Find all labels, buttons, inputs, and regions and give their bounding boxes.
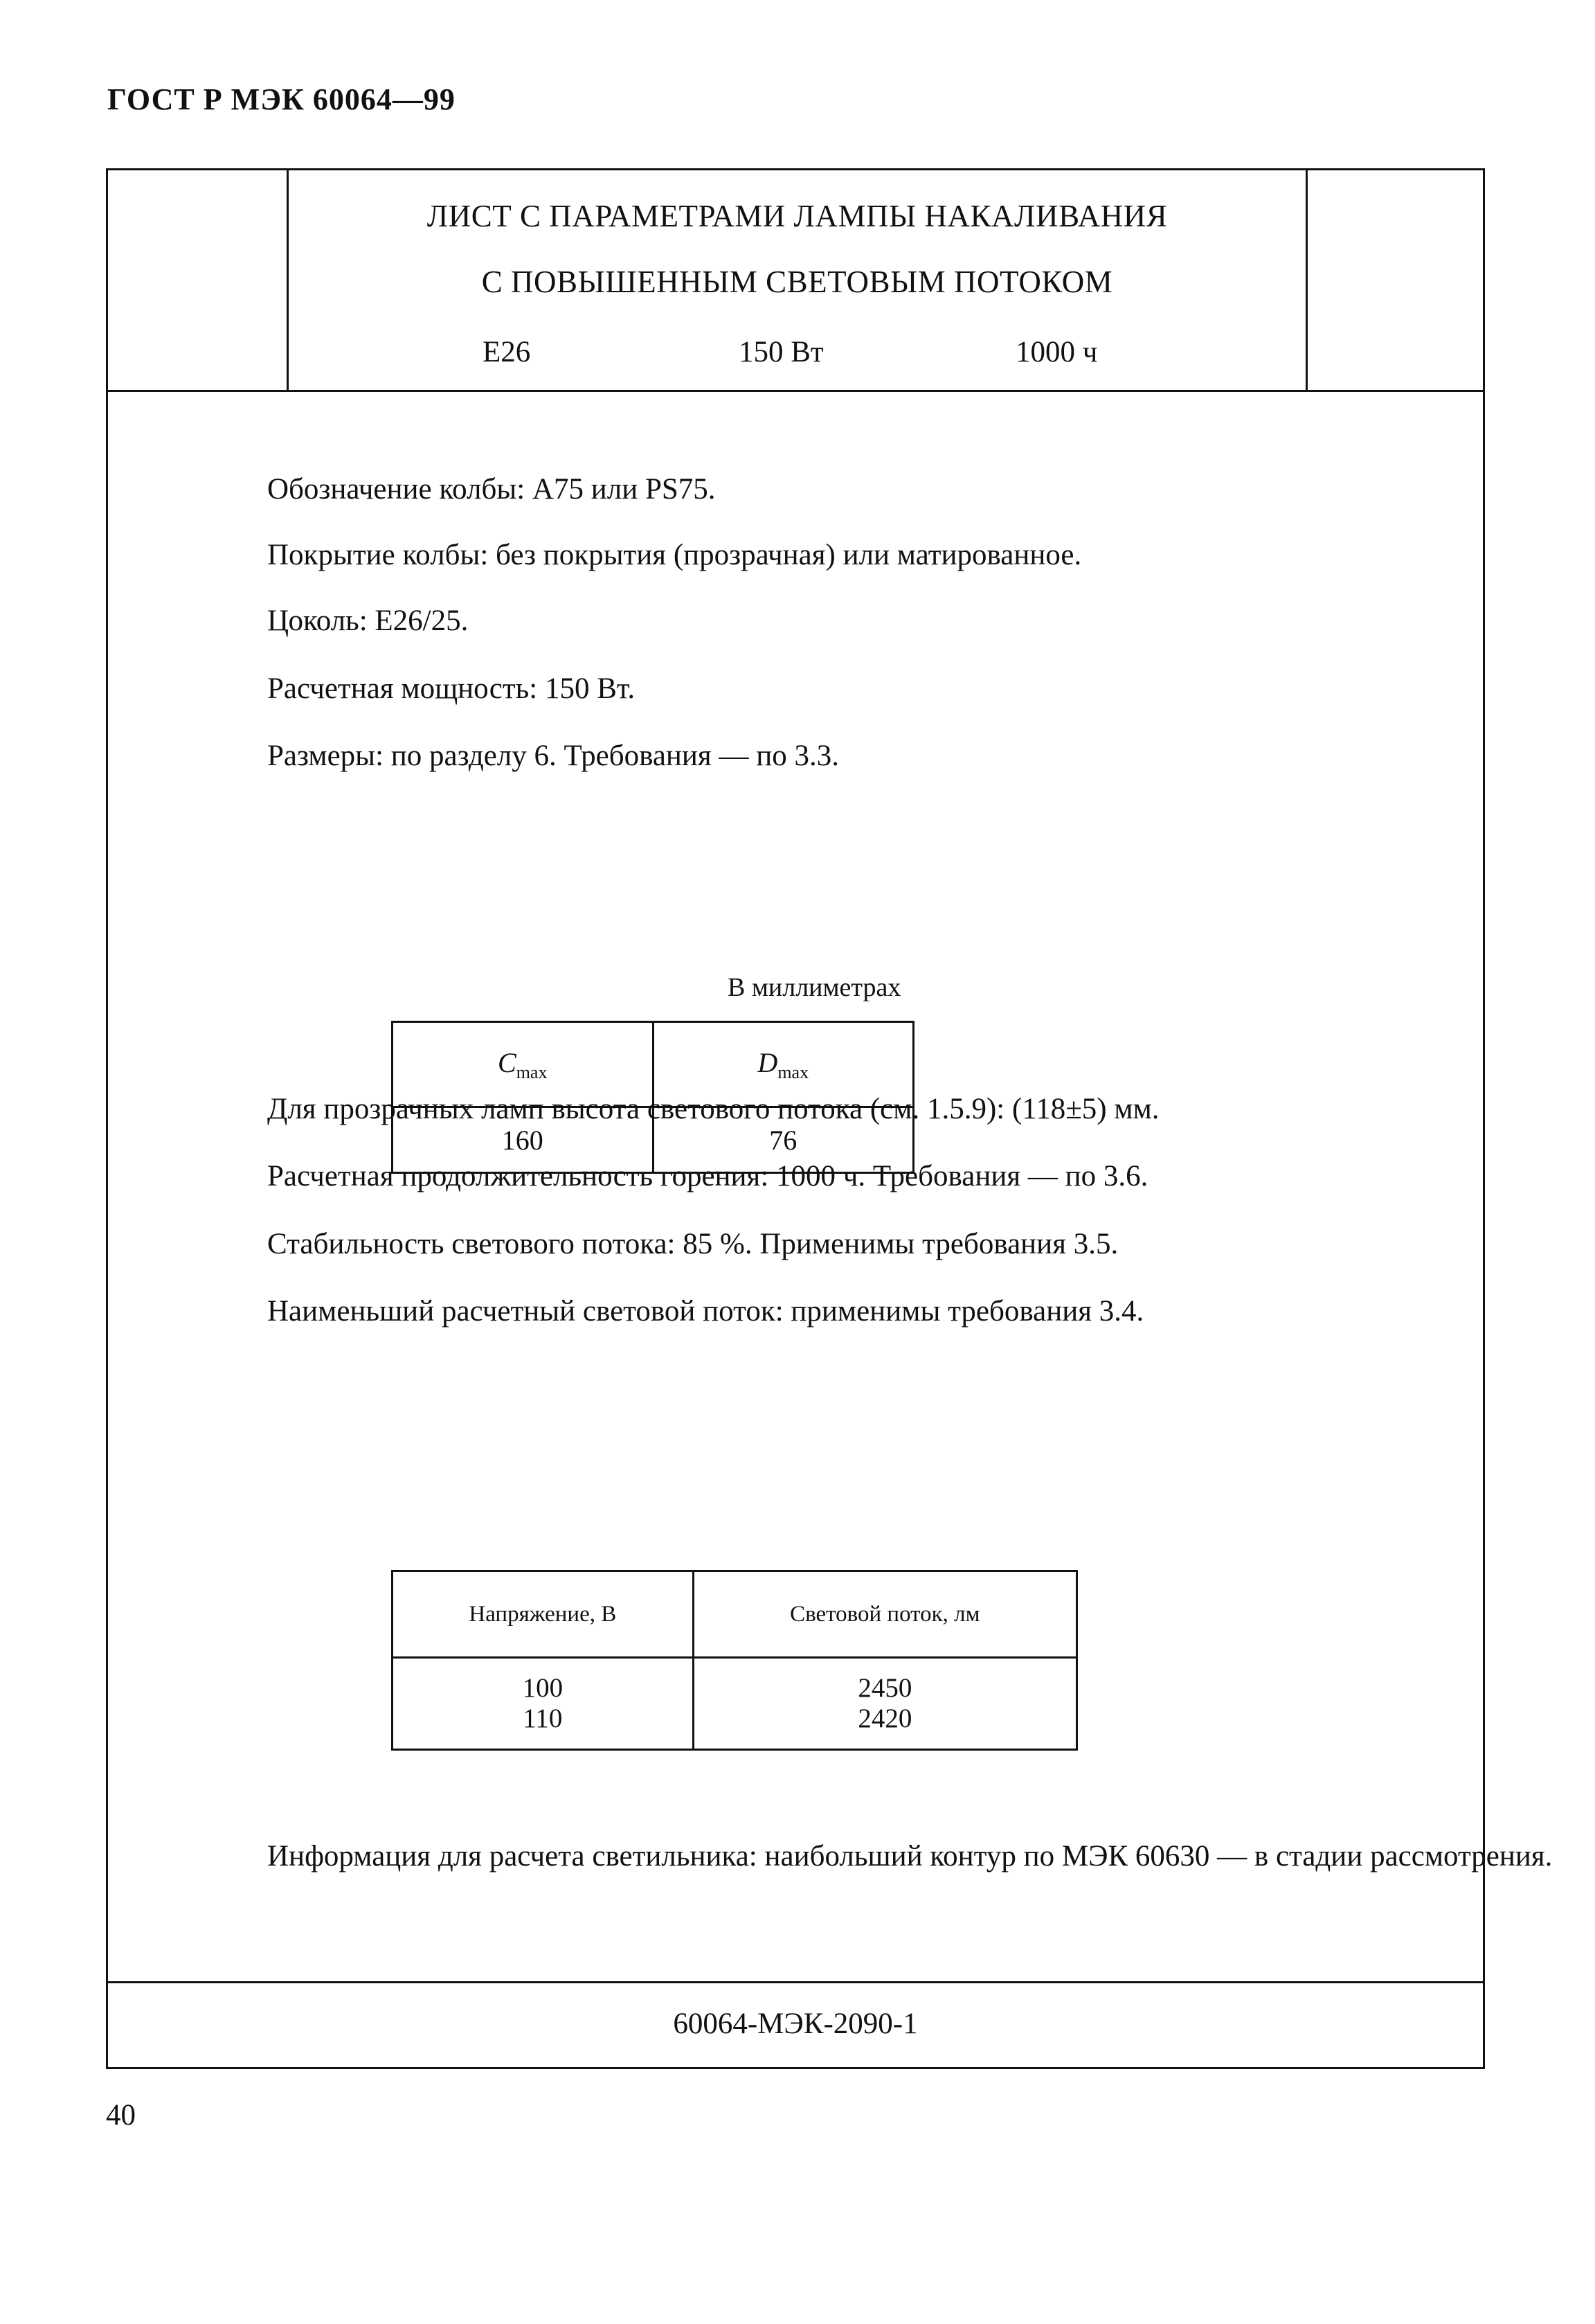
dims-header-c: $C_{max}$: [393, 1022, 654, 1107]
maintenance-note: Стабильность светового потока: 85 %. Применимы требования 3.5.: [267, 1228, 1119, 1260]
units-caption: В миллиметрах: [728, 973, 901, 1002]
dims-value-d: 76: [653, 1107, 914, 1173]
min-flux-note: Наименьший расчетный световой поток: применимы требования 3.4.: [267, 1295, 1144, 1328]
document-code: ГОСТ Р МЭК 60064—99: [107, 82, 456, 116]
sheet-header: [108, 170, 1483, 392]
lamp-power: 150 Вт: [739, 336, 824, 368]
flux-value: 2420: [858, 1704, 912, 1733]
parameter-sheet: [106, 168, 1553, 2069]
rated-life-note: Расчетная продолжительность горения: 1000 ч. Требования — по 3.6.: [267, 1160, 1148, 1192]
bulb-designation: Обозначение колбы: A75 или PS75.: [267, 473, 716, 506]
rated-power: Расчетная мощность: 150 Вт.: [267, 672, 636, 705]
light-center-note: Для прозрачных ламп высота светового потока (см. 1.5.9): (118±5) мм.: [267, 1093, 1160, 1125]
voltage-value: 100: [522, 1673, 564, 1703]
bulb-coating: Покрытие колбы: без покрытия (прозрачная) или матированное.: [267, 539, 1082, 571]
flux-header-flux: Световой поток, лм: [693, 1571, 1076, 1658]
sheet-code: 60064-МЭК-2090-1: [108, 1981, 1483, 2067]
flux-values: [693, 1658, 1076, 1750]
lamp-life: 1000 ч: [1016, 336, 1098, 368]
luminaire-info: Информация для расчета светильника: наибольший контур по МЭК 60630 — в стадии рассмотрения.: [267, 1840, 1553, 1872]
flux-table: [391, 1570, 1078, 1751]
voltage-value: 110: [523, 1704, 563, 1733]
dims-value-c: 160: [393, 1107, 654, 1173]
sheet-title-cell: [287, 170, 1308, 390]
lamp-cap: Цоколь: E26/25.: [267, 605, 469, 637]
page-number: 40: [106, 2099, 136, 2131]
lamp-base: E26: [483, 336, 531, 368]
flux-voltages: [393, 1658, 694, 1750]
sheet-title-line-2: С ПОВЫШЕННЫМ СВЕТОВЫМ ПОТОКОМ: [481, 265, 1113, 299]
flux-value: 2450: [858, 1673, 912, 1703]
flux-header-voltage: Напряжение, В: [393, 1571, 694, 1658]
sheet-title-line-1: ЛИСТ С ПАРАМЕТРАМИ ЛАМПЫ НАКАЛИВАНИЯ: [426, 199, 1168, 233]
dimensions-note: Размеры: по разделу 6. Требования — по 3.3.: [267, 740, 839, 772]
dims-header-d: $D_{max}$: [653, 1022, 914, 1107]
